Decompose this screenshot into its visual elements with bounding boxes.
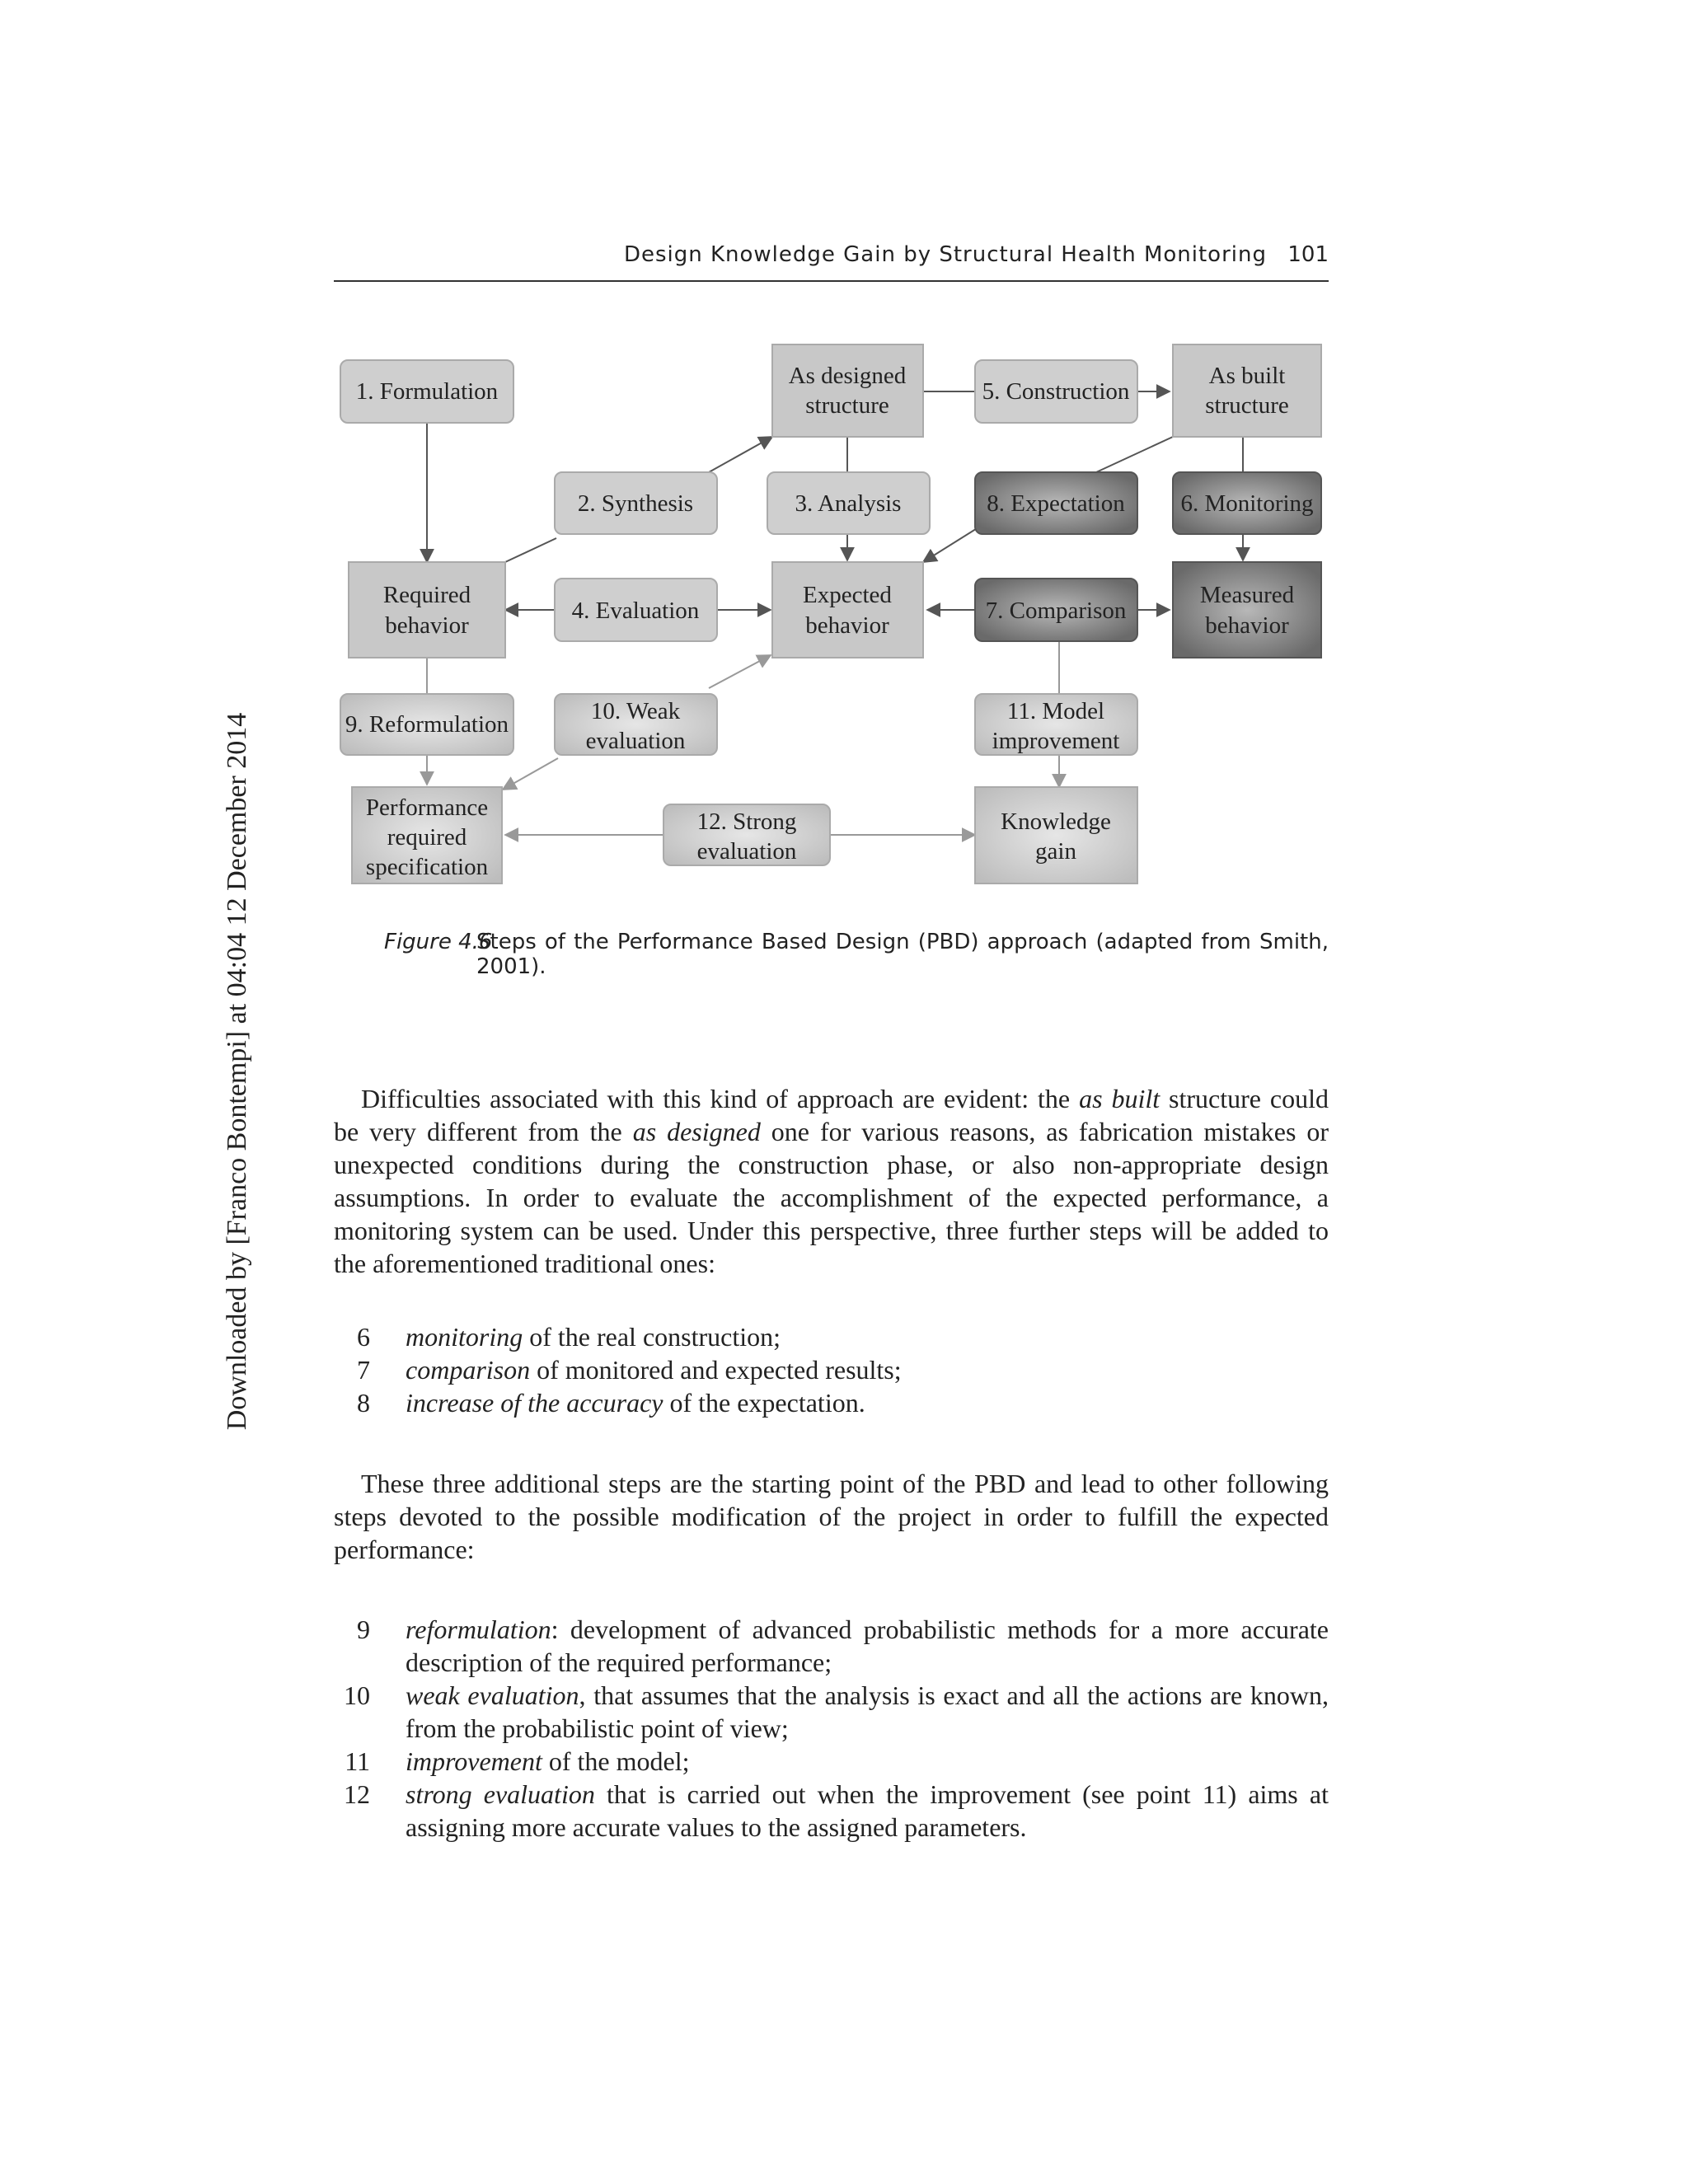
svg-text:required: required (387, 824, 467, 851)
svg-text:9. Reformulation: 9. Reformulation (345, 711, 509, 738)
para1-text-3: one for various reasons, as fabrication mistakes or unexpected conditions during the construction phase, or also non-appropriate design assumptions. In order to evaluate the accomplishment of the expected performance, a monitoring system can be used. Under this perspective, three further steps will be added to the aforementioned traditional ones: (334, 1117, 1329, 1278)
box-monitoring (1173, 472, 1321, 534)
list-item-term: increase of the accuracy (406, 1388, 663, 1418)
list-item (334, 1613, 1329, 1679)
list-item-text: of the real construction; (523, 1322, 781, 1352)
line-as-built-to-expectation (1096, 437, 1173, 472)
running-header (334, 239, 1329, 282)
list-item-term: comparison (406, 1355, 531, 1385)
svg-text:Required: Required (382, 582, 471, 608)
svg-text:As designed: As designed (788, 363, 907, 389)
page-number: 101 (1287, 242, 1329, 267)
svg-text:gain: gain (1035, 838, 1076, 865)
list-item (334, 1745, 1329, 1778)
svg-text:5. Construction: 5. Construction (982, 378, 1130, 405)
list-item-term: improvement (406, 1746, 542, 1776)
list-item-text: of monitored and expected results; (530, 1355, 902, 1385)
box-construction (975, 360, 1137, 423)
arrow-weak-eval-to-performance (503, 758, 558, 790)
para1-text-2: structure could be very different from the (334, 1084, 1329, 1146)
line-required-to-synthesis (505, 538, 556, 562)
list-item (334, 1320, 1329, 1353)
list-item-text: that is carried out when the improvement (see point 11) aims at assigning more accurate values to the assigned parameters. (406, 1779, 1329, 1842)
box-knowledge-gain (975, 787, 1137, 883)
svg-text:behavior: behavior (385, 612, 469, 639)
box-performance-required-specification (352, 787, 502, 883)
svg-text:8. Expectation: 8. Expectation (987, 490, 1125, 517)
list-item (334, 1778, 1329, 1844)
list-item-term: reformulation (406, 1615, 551, 1644)
svg-text:Performance: Performance (365, 794, 489, 821)
list-item-number: 12 (344, 1779, 370, 1809)
box-formulation (340, 360, 513, 423)
list-item (334, 1679, 1329, 1745)
box-comparison (975, 579, 1137, 641)
svg-text:behavior: behavior (805, 612, 889, 639)
list-item-term: strong evaluation (406, 1779, 595, 1809)
svg-text:Knowledge: Knowledge (1001, 808, 1111, 835)
svg-text:12. Strong: 12. Strong (696, 808, 797, 835)
list-modification-steps (334, 1613, 1329, 1844)
svg-text:evaluation: evaluation (585, 728, 686, 754)
svg-text:Measured: Measured (1199, 582, 1295, 608)
list-item-number: 10 (344, 1680, 370, 1710)
list-item-text: of the expectation. (663, 1388, 865, 1418)
list-monitoring-steps (334, 1320, 1329, 1419)
list-item-term: monitoring (406, 1322, 523, 1352)
running-header-title: Design Knowledge Gain by Structural Health Monitoring (623, 242, 1267, 267)
svg-text:structure: structure (805, 392, 889, 419)
list-item-text: : development of advanced probabilistic methods for a more accurate description of the required performance; (406, 1615, 1329, 1677)
svg-text:evaluation: evaluation (696, 838, 797, 865)
svg-text:1. Formulation: 1. Formulation (355, 378, 499, 405)
list-item-number: 11 (345, 1746, 370, 1776)
paragraph-difficulties (334, 1082, 1329, 1280)
list-item-number: 6 (357, 1322, 370, 1352)
box-required-behavior (349, 562, 505, 658)
pbd-flow-diagram (334, 330, 1329, 907)
list-item-number: 8 (357, 1388, 370, 1418)
svg-text:structure: structure (1205, 392, 1289, 419)
box-as-designed-structure (772, 344, 923, 437)
box-strong-evaluation (663, 804, 830, 865)
svg-text:As built: As built (1208, 363, 1286, 389)
list-item (334, 1386, 1329, 1419)
arrow-weak-eval-to-expected (709, 655, 771, 688)
svg-text:Expected: Expected (803, 582, 892, 608)
svg-text:6. Monitoring: 6. Monitoring (1180, 490, 1314, 517)
paragraph-additional-steps (334, 1467, 1329, 1566)
download-watermark: Downloaded by [Franco Bontempi] at 04:04 12 December 2014 (222, 712, 252, 1431)
svg-text:2. Synthesis: 2. Synthesis (577, 490, 694, 517)
svg-text:4. Evaluation: 4. Evaluation (571, 598, 700, 624)
para2-text: These three additional steps are the starting point of the PBD and lead to other following steps devoted to the possible modification of the project in order to fulfill the expected performance: (334, 1469, 1329, 1564)
box-measured-behavior (1173, 562, 1321, 658)
para1-text-1: Difficulties associated with this kind of approach are evident: the (361, 1084, 1080, 1113)
box-model-improvement (975, 694, 1137, 755)
box-analysis (767, 472, 930, 534)
svg-text:specification: specification (365, 854, 489, 880)
list-item (334, 1353, 1329, 1386)
figure-label: Figure 4.6 (384, 930, 493, 954)
list-item-number: 7 (357, 1355, 370, 1385)
list-item-number: 9 (357, 1615, 370, 1644)
box-reformulation (340, 694, 513, 755)
svg-text:3. Analysis: 3. Analysis (795, 490, 902, 517)
box-expectation (975, 472, 1137, 534)
svg-text:7. Comparison: 7. Comparison (985, 598, 1127, 624)
svg-text:11. Model: 11. Model (1006, 698, 1105, 724)
box-as-built-structure (1173, 344, 1321, 437)
svg-text:behavior: behavior (1205, 612, 1289, 639)
svg-text:improvement: improvement (992, 728, 1120, 754)
list-item-text: of the model; (542, 1746, 690, 1776)
para1-emphasis-as-designed: as designed (632, 1117, 761, 1146)
list-item-text: , that assumes that the analysis is exact and all the actions are known, from the probabilistic point of view; (406, 1680, 1329, 1743)
box-expected-behavior (772, 562, 923, 658)
box-weak-evaluation (555, 694, 717, 755)
arrow-synthesis-to-as-designed (709, 437, 772, 472)
list-item-term: weak evaluation (406, 1680, 579, 1710)
figure-caption-text: Steps of the Performance Based Design (PBD) approach (adapted from Smith, 2001). (476, 930, 1329, 979)
svg-text:10. Weak: 10. Weak (590, 698, 681, 724)
box-evaluation (555, 579, 717, 641)
box-synthesis (555, 472, 717, 534)
para1-emphasis-as-built: as built (1079, 1084, 1160, 1113)
